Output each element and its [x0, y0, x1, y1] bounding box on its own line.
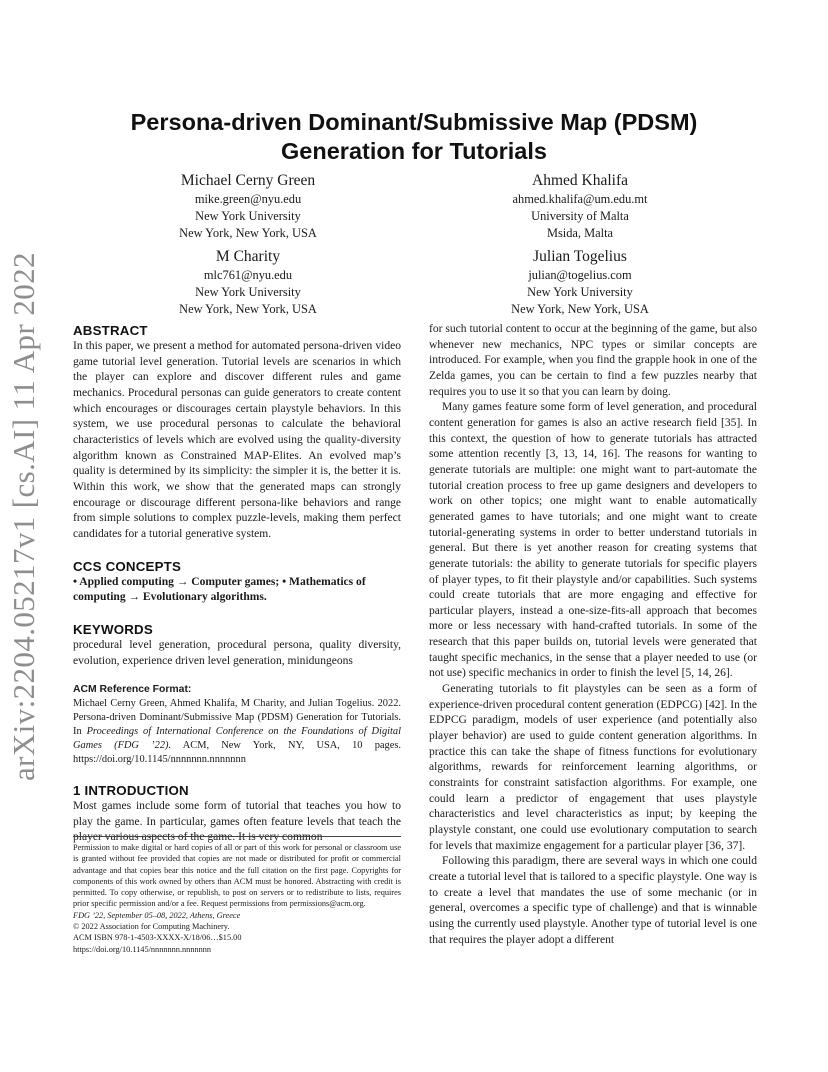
reference-text-before: Michael Cerny Green, Ahmed Khalifa, M Charity, and Julian Togelius. 2022. Persona-driven Dominant/Submissive Map (PDSM) Generation for Tutorials. In	[73, 698, 401, 738]
author-block	[98, 246, 398, 318]
paper-title	[90, 108, 738, 166]
arxiv-identifier-stamp: arXiv:2204.05217v1 [cs.AI] 11 Apr 2022	[6, 252, 41, 781]
reference-text-after[interactable]: ACM, New York, NY, USA, 10 pages. https://doi.org/10.1145/nnnnnnn.nnnnnnn	[73, 740, 401, 766]
author-name: Ahmed Khalifa	[532, 172, 628, 189]
author-name: Michael Cerny Green	[180, 172, 316, 189]
abstract-text: In this paper, we present a method for automated persona-driven video game tutorial level generation. Tutorial levels are scenarios in which the player can explore and discover different rules and game mechanics. Procedural personas can guide generators to create content which encourages or discourages certain playstyle behaviors. In this system, we use procedural personas to calculate the behavioral characteristics of levels which are evolved using the quality-diversity algorithm known as Constrained MAP-Elites. An evolved map’s quality is determined by its simplicity: the simpler it is, the better it is. Within this work, we show that the generated maps can strongly encourage or discourage different persona-like behaviors and range from simple solutions to complex puzzle-levels, making them perfect candidates for a tutorial generative system.	[73, 340, 401, 540]
author-name: Julian Togelius	[533, 248, 627, 265]
author-block	[98, 170, 398, 242]
introduction-paragraph: Most games include some form of tutorial that teaches you how to play the game. In particular, games often feature levels that teach the player various aspects of the game. It is very common	[73, 800, 401, 844]
keywords-heading: KEYWORDS	[73, 621, 153, 637]
introduction-paragraph: Many games feature some form of level generation, and procedural content generation for games is also an active research field [35]. In this context, the question of how to generate tutorials has attracted some attention recently [3, 13, 14, 16]. The reasons for wanting to generate tutorials are multiple: one might want to part-automate the tutorial creation process to free up game designers and developers to work on other topics; one might want to enable automatically generated games to have tutorials; and one might want to create tutorial-generating systems in order to better understand tutorials in general. But there is yet another reason for creating systems that generate tutorials: the ability to generate tutorials for specific players of player types, to fit their playstyle and/or capabilities. Such systems could create tutorials that are more engaging and effective for particular players, instead a one-size-fits-all approach that becomes more or less necessary with hand-crafted tutorials. In some of the research that this paper builds on, tutorial levels were generated that taught specific mechanics, in the sense that a player needed to use (or not use) specific mechanics in order to finish the level [5, 14, 26].	[429, 401, 757, 680]
permission-footnote	[73, 836, 401, 955]
isbn: ACM ISBN 978-1-4503-XXXX-X/18/06…$15.00	[73, 933, 242, 943]
introduction-paragraph: Generating tutorials to fit playstyles can be seen as a form of experience-driven procedural content generation (EDPCG) [42]. In the EDPCG paradigm, models of user experience (and potentially also player behavior) are used to guide content generation algorithms. In practice this can take the shape of fitness functions for evolutionary algorithms, rewards for reinforcement learning algorithms, or constraints for constraint satisfaction algorithms. For example, one could learn a predictor of engagement that uses playstyle characteristics and level characteristics as input; by keeping the playstyle constant, one could use evolutionary computation to search for levels that maximize engagement for a particular player [36, 37].	[429, 683, 757, 852]
introduction-paragraph: for such tutorial content to occur at the beginning of the game, but also whenever new mechanics, NPC types or similar concepts are introduced. For example, when you find the grapple hook in one of the Zelda games, you can be certain to find a few puzzles nearby that requires you to use it so that you can learn by doing.	[429, 323, 757, 398]
author-affiliation: New York University	[195, 285, 301, 299]
ccs-concepts-text: • Applied computing → Computer games; • Mathematics of computing → Evolutionary algorithms.	[73, 575, 366, 604]
footnote-divider	[73, 836, 401, 837]
author-location: New York, New York, USA	[179, 302, 317, 316]
right-column	[429, 322, 757, 948]
author-affiliation: University of Malta	[531, 209, 629, 223]
copyright-notice: © 2022 Association for Computing Machinery.	[73, 922, 230, 932]
author-block	[430, 170, 730, 242]
author-email[interactable]: mike.green@nyu.edu	[194, 192, 302, 206]
paper-title-line-2: Generation for Tutorials	[281, 138, 547, 164]
author-email[interactable]: ahmed.khalifa@um.edu.mt	[512, 192, 648, 206]
paper-title-line-1: Persona-driven Dominant/Submissive Map (PDSM)	[130, 109, 698, 135]
abstract-heading: ABSTRACT	[73, 323, 148, 338]
keywords-text: procedural level generation, procedural persona, quality diversity, evolution, experience driven level generation, minidungeons	[73, 638, 401, 667]
reference-venue: Proceedings of International Conference on the Foundations of Digital Games (FDG ’22).	[73, 726, 401, 752]
permission-notice: Permission to make digital or hard copies of all or part of this work for personal or classroom use is granted without fee provided that copies are not made or distributed for profit or commercial advantage and that copies bear this notice and the full citation on the first page. Copyrights for components of this work owned by others than ACM must be honored. Abstracting with credit is permitted. To copy otherwise, or republish, to post on servers or to redistribute to lists, requires prior specific permission and/or a fee. Request permissions from permissions@acm.org.	[73, 843, 401, 909]
author-email[interactable]: julian@togelius.com	[528, 268, 632, 282]
author-location: New York, New York, USA	[511, 302, 649, 316]
author-location: Msida, Malta	[546, 226, 614, 240]
author-affiliation: New York University	[527, 285, 633, 299]
author-name: M Charity	[215, 248, 281, 265]
reference-format-heading: ACM Reference Format:	[73, 684, 192, 696]
introduction-heading: 1 INTRODUCTION	[73, 783, 189, 799]
doi-link[interactable]: https://doi.org/10.1145/nnnnnnn.nnnnnnn	[73, 944, 212, 954]
reference-format-text	[73, 697, 401, 767]
ccs-heading: CCS CONCEPTS	[73, 558, 182, 574]
author-block	[430, 246, 730, 318]
author-location: New York, New York, USA	[179, 226, 317, 240]
author-email[interactable]: mlc761@nyu.edu	[203, 268, 293, 282]
conference-info: FDG ’22, September 05–08, 2022, Athens, Greece	[73, 910, 241, 920]
introduction-paragraph: Following this paradigm, there are several ways in which one could create a tutorial level that is tailored to a specific playstyle. One way is to create a level that mandates the use of some mechanic (or in general, overcomes a specific type of challenge) and that is winnable using the currently used playstyle. Another type of tutorial level is one that requires the player adopt a different	[429, 855, 757, 946]
author-affiliation: New York University	[195, 209, 301, 223]
left-column	[73, 322, 401, 846]
